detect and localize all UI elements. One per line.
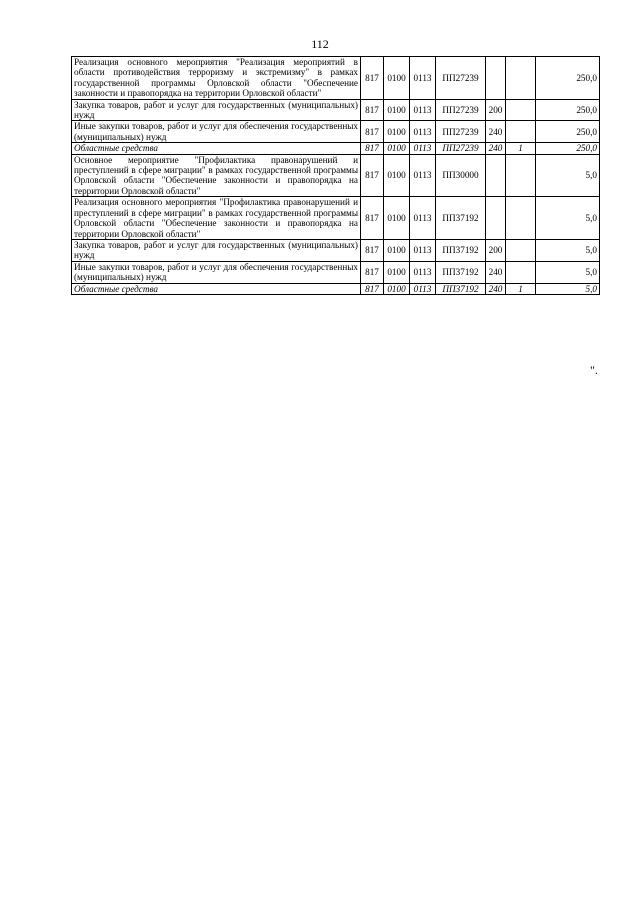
row-admin-code: 817 [361, 261, 384, 283]
row-target-article-code: ПП30000 [436, 154, 486, 197]
row-subsection-code: 0113 [410, 99, 436, 121]
row-description: Иные закупки товаров, работ и услуг для обеспечения государственных (муниципальных) нужд [72, 121, 361, 143]
row-subsection-code: 0113 [410, 121, 436, 143]
row-funding-source-code [506, 99, 536, 121]
table-row [72, 99, 600, 121]
table-row [72, 239, 600, 261]
row-section-code: 0100 [384, 197, 410, 240]
row-section-code: 0100 [384, 121, 410, 143]
row-expense-type-code [486, 154, 506, 197]
row-target-article-code: ПП27239 [436, 99, 486, 121]
row-amount: 5,0 [536, 283, 600, 294]
row-section-code: 0100 [384, 154, 410, 197]
row-section-code: 0100 [384, 261, 410, 283]
row-target-article-code: ПП37192 [436, 261, 486, 283]
row-admin-code: 817 [361, 154, 384, 197]
row-expense-type-code [486, 197, 506, 240]
row-subsection-code: 0113 [410, 239, 436, 261]
row-admin-code: 817 [361, 143, 384, 154]
row-amount: 5,0 [536, 197, 600, 240]
row-section-code: 0100 [384, 239, 410, 261]
row-target-article-code: ПП37192 [436, 239, 486, 261]
row-subsection-code: 0113 [410, 57, 436, 100]
row-subsection-code: 0113 [410, 197, 436, 240]
row-description: Закупка товаров, работ и услуг для государственных (муниципальных) нужд [72, 99, 361, 121]
row-admin-code: 817 [361, 121, 384, 143]
table-row [72, 197, 600, 240]
row-expense-type-code: 240 [486, 143, 506, 154]
row-target-article-code: ПП27239 [436, 57, 486, 100]
row-expense-type-code: 240 [486, 283, 506, 294]
row-description: Областные средства [72, 143, 361, 154]
row-amount: 250,0 [536, 121, 600, 143]
row-funding-source-code [506, 261, 536, 283]
row-admin-code: 817 [361, 197, 384, 240]
row-amount: 250,0 [536, 57, 600, 100]
table-row [72, 143, 600, 154]
budget-table-body [72, 57, 600, 295]
row-target-article-code: ПП37192 [436, 283, 486, 294]
table-row [72, 154, 600, 197]
row-expense-type-code [486, 57, 506, 100]
row-funding-source-code: 1 [506, 143, 536, 154]
row-expense-type-code: 240 [486, 261, 506, 283]
row-description: Иные закупки товаров, работ и услуг для обеспечения государственных (муниципальных) нужд [72, 261, 361, 283]
row-expense-type-code: 200 [486, 99, 506, 121]
row-funding-source-code: 1 [506, 283, 536, 294]
table-row [72, 283, 600, 294]
row-subsection-code: 0113 [410, 154, 436, 197]
row-funding-source-code [506, 197, 536, 240]
row-subsection-code: 0113 [410, 143, 436, 154]
row-admin-code: 817 [361, 99, 384, 121]
row-amount: 250,0 [536, 143, 600, 154]
page-number: 112 [311, 37, 329, 51]
row-funding-source-code [506, 121, 536, 143]
row-admin-code: 817 [361, 283, 384, 294]
row-amount: 5,0 [536, 239, 600, 261]
row-funding-source-code [506, 154, 536, 197]
table-row [72, 121, 600, 143]
row-expense-type-code: 240 [486, 121, 506, 143]
row-funding-source-code [506, 239, 536, 261]
row-section-code: 0100 [384, 283, 410, 294]
row-target-article-code: ПП27239 [436, 143, 486, 154]
row-section-code: 0100 [384, 143, 410, 154]
table-row [72, 261, 600, 283]
row-amount: 250,0 [536, 99, 600, 121]
row-section-code: 0100 [384, 57, 410, 100]
budget-table [71, 56, 600, 295]
row-amount: 5,0 [536, 261, 600, 283]
closing-quote-mark: ". [590, 363, 598, 377]
row-target-article-code: ПП27239 [436, 121, 486, 143]
row-description: Областные средства [72, 283, 361, 294]
row-target-article-code: ПП37192 [436, 197, 486, 240]
row-amount: 5,0 [536, 154, 600, 197]
row-subsection-code: 0113 [410, 283, 436, 294]
row-admin-code: 817 [361, 57, 384, 100]
row-description: Закупка товаров, работ и услуг для государственных (муниципальных) нужд [72, 239, 361, 261]
row-expense-type-code: 200 [486, 239, 506, 261]
row-funding-source-code [506, 57, 536, 100]
row-description: Реализация основного мероприятия "Профилактика правонарушений и преступлений в сфере миграции" в рамках государственной программы Орловской области "Обеспечение законности и правопорядка на территории Орловской области" [72, 197, 361, 240]
row-description: Основное мероприятие "Профилактика правонарушений и преступлений в сфере миграции" в рамках государственной программы Орловской области "Обеспечение законности и правопорядка на территории Орловской области" [72, 154, 361, 197]
table-row [72, 57, 600, 100]
row-description: Реализация основного мероприятия "Реализация мероприятий в области противодействия терроризму и экстремизму" в рамках государственной программы Орловской области "Обеспечение законности и правопорядка на территории Орловской области" [72, 57, 361, 100]
row-section-code: 0100 [384, 99, 410, 121]
row-subsection-code: 0113 [410, 261, 436, 283]
row-admin-code: 817 [361, 239, 384, 261]
